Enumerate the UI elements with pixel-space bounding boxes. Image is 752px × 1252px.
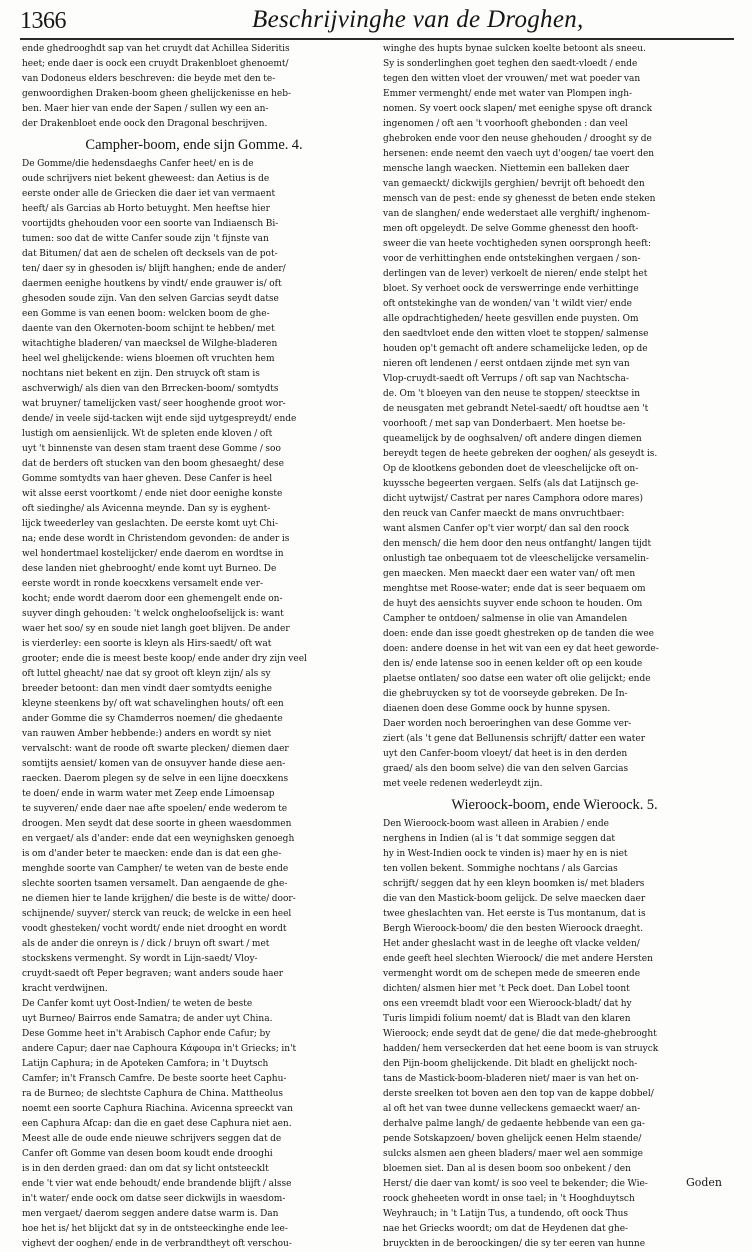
frankincense-section-text: Den Wieroock-boom wast alleen in Arabien / ende nerghens in Indien (al is 't dat sommige seggen dat hy in West-Indien oock te vinden is) maer hy en is niet ten vollen bekent. Sommighe nochtans / als Garcias schrijft/ seggen dat hy een kleyn boomken is/ met bladers die van den Mastick-boom gelijck. De selve maecken daer twee ghеslachten van. Het eerste is Tus montanum, dat is Bergh Wieroock-boom/ die den besten Wieroock draeght. Het ander ghеslacht wast in de leeghe oft vlacke velden/ ende geeft heel slechten Wieroock/ die met andere Hersten vermenght wordt om de schepen mede de smeeren ende dichten/ alsmen hier met 't Peck doet. Dan Lobel toont ons een vreemdt bladt voor een Wieroock-bladt/ dat hy Turis limpidi folium noemt/ dat is Bladt van den klaren Wieroock; ende seydt dat de gene/ die dat mede-ghebrooght hadden/ hem verseckerden dat het eene boom is van struyck den Pijn-boom ghelijckende. Dit bladt en ghelijckt noch- tans de Mastick-boom-bladeren niet/ maer is van het on- derste sreelken tot boven aen den top van de kappe dobbel/ al oft het van twee dunne velleckens gemaeckt waer/ an- derhalve palme langh/ de gedaente hebbende van een ga- pende Sotskapzoen/ boven ghelijck eenen Helm staende/ sulcks alsmen aen gheen bladers/ maer wel aen sommige bloemen siet. Dan al is desen boom soo onbekent / den Herst/ die daer van komt/ is soo veel te bekender; die Wie- roock gheheeten wordt in onse tael; in 't Hooghduytsch Weyhrauch; in 't Latijn Tus, a tundendo, oft oock Thus nae het Griecks woordt; om dat de Heydenen dat ghe- bruyckten in de beroockingen/ die sy ter eeren van hunne (383, 819, 659, 1249)
page-header (20, 4, 734, 40)
camphor-section-text: De Gomme/die hedensdaeghs Canfer heet/ en is de oude schrijvers niet bekent gheweest: dan Aetius is de eerste onder alle de Griecken die daer iet van vermaent heeft/ als Garcias ab Horto betuyght. Men heeftse hier voortijdts ghehouden voor een soorte van Indiaensch Bi- tumen: soo dat de witte Canfer soude zijn 't fijnste van dat Bitumen/ dat aen de schelen oft decksels van de pot- ten/ daer sy in ghesoden is/ blijft hanghen; ende de ander/ daermen eenighe houtkens by vindt/ ende grauwer is/ oft ghesoden soude zijn. Van den selven Garcias seydt datse een Gomme is van eenen boom: welcken boom de ghe- daente van den Okernoten-boom schijnt te hebben/ met witachtighe bladeren/ van maecksel de Wilghe-bladeren heel wel ghelijckende: wiens bloemen oft vruchten hem nochtans niet bekent en zijn. Den struyck oft stam is aschverwigh/ als dien van den Brrecken-boom/ somtydts wat bruyner/ tamelijcken vast/ seer hooghende groot wor- dende/ in veele sijd-tacken wijt ende sijd uytgespreydt/ ende lustigh om aensienlijck. Wt de spleten ende kloven / oft uyt 't binnenste van desen stam traent dese Gomme / soo dat de berders oft stucken van den boom ghesaeght/ dese Gomme somtydts van haer gheven. Dese Canfer is heel wit alsse eerst voortkomt / ende niet door eenighe konste oft siedinghe/ als Avicenna meynde. Dan sy is eyghent- lijck tweederley van geslachten. De eerste komt uyt Chi- na; ende dese wordt in Christendom gevonden: de ander is wel hondertmael kostelijcker/ ende daerom en wordtse in dese landen niet ghebrooght/ ende komt uyt Burneo. De eerste wordt in ronde koecxkens versamelt ende ver- kocht; ende wordt daerom door een ghemengelt ende on- suyver dingh gehouden: 't welck ongheloofselijck is: want waer het soo/ sy en soude niet langh goet blijven. De ander is vierderley: een soorte is kleyn als Hirs-saedt/ oft wat grooter; ende die is meest beste koop/ ende ander dry zijn veel oft luttel gheacht/ nae dat sy groot oft kleyn zijn/ als sy breeder betoont: dan men vindt daer somtydts eenighe kleyne steenkens by/ oft wat schavelinghen houts/ oft een ander Gomme die sy Chamderros noemen/ die ghedaente van rauwen Amber hebbende:) anders en wordt sy niet vervalscht: want de roode oft swarte plecken/ diemen daer somtijts aensiet/ komen van de onsuyver hande diese aen- raecken. Daerom plegen sy de selve in een lijne doecxkens te doen/ ende in warm water met Zeep ende Limoensap te suyveren/ ende daer nae afte spoelen/ ende wederom te droogen. Men seydt dat dese soorte in gheen waesdommen en vergaet/ als d'ander: ende dat een weynighsken genoegh is om d'ander beter te maecken: ende dan is dat een ghe- menghde soorte van Campher/ te weten van de beste ende slechte soorten tsamen versamelt. Dan aengaende de ghe- ne diemen hier te lande krijghen/ die beste is de witte/ door- schijnende/ suyver/ sterck van reuck; de welcke in een heel voodt ghesteken/ vocht wordt/ ende niet drooght en wordt als de ander die onreyn is / dick / bruyn oft swart / met stockskens vermenght. Sy wordt in Lijn-saedt/ Vloy- cruydt-saedt oft Peper begraven; want anders soude haer kracht verdwijnen. De Canfer komt uyt Oost-Indien/ te weten de beste uyt Burneo/ Bairros ende Samatra; de ander uyt China. Dese Gomme heet in't Arabisch Caphor ende Cafur; by anderе Capur; daer nae Caphoura Κάφουρα in't Griecks; in't Latijn Caphura; in de Apoteken Camfora; in 't Duytsch Camfer; in't Fransch Camfre. De beste soorte heet Caphu- ra de Burneo; de slechtste Caphura de China. Mattheolus noemt een soorte Caphura Riachina. Avicenna spreeckt van een Caphura Afcap: dan die en gaet dese Caphura niet aen. Meest alle de oude ende nieuwe schrijvers seggen dat de Canfer oft Gomme van desen boom koudt ende drooghi is in den derden graed: dan om dat sy licht ontsteecklt ende 't vier wat ende behoudt/ ende brandende blijft / alsse in't water/ ende oock om datse seer dickwijls in waesdom- men vergaet/ daerom seggen andere datse warm is. Dan hoe het is/ het blijckt dat sy in de ontsteeckinghe ende lee- vighevt der ooghen/ ende in de verbrandtheyt oft verschou- (22, 159, 307, 1249)
catchword: Goden (685, 1176, 722, 1189)
right-column (383, 42, 726, 1252)
section-heading-frankincense: Wieroock-boom, ende Wieroock. 5. (451, 797, 658, 813)
section-heading-camphor: Campher-boom, ende sijn Gomme. 4. (85, 137, 303, 153)
page-number: 1366 (20, 8, 66, 34)
left-column (22, 42, 366, 1252)
running-title: Beschrijvinghe van de Droghen, (252, 6, 584, 33)
left-intro-text: ende ghedrooghdt sap van het cruydt dat Achillea Sideritis heet; ende daer is oock een cruydt Drakenbloet ghenoemt/ van Dodoneus elders beschreven: die beyde met den te- genwoordighen Draken-boom gheen ghelijckenisse en heb- ben. Maer hier van ende der Sapen / sullen wy een an- der Drakenbloet ende oock den Dragonal beschrijven. (22, 44, 292, 129)
right-intro-text: winghe des hupts bynae sulcken koelte betoont als sneeu. Sy is sonderlinghen goet teghen den saedt-vloedt / ende tegen den witten vloet der vrouwen/ met wat poeder van Emmer vermenght/ ende met water van Plompen ingh- nomen. Sy voert oock slapen/ met eenighe spyse oft dranck ingenomen / oft aen 't voorhooft ghebonden : dan veel ghebroken ende voor den neuse ghehouden / drooght sy de hersenen: ende neemt den vaech uyt d'oogen/ tae voert den mensche langh waecken. Niettemin een balleken daer van gemaeckt/ dickwijls gerghien/ bevrijt oft behoedt den mensch van de pest: ende sy ghenesst de beten ende steken van de slanghen/ ende wederstaet alle verghift/ inghenom- men oft opgeleydt. De selve Gomme ghenesst den hooft- sweer die van heete vochtigheden synen oorsprongh heeft: voor de verhittinghen ende ontstekinghen vergaen / son- derlingen van de lever) verkoelt de nieren/ ende stelpt het bloet. Sy verhoet oock de verswerringe ende verhittinge oft ontstekinghe van de wonden/ van 't wildt vier/ ende alle opdrachtigheden/ heete gesvillen ende puysten. Om den saedtvloet ende den witten vloet te stoppen/ salmense houden op't gemacht oft andere schamelijcke leden, op de nieren oft lendenen / eerst ontdaen zijnde met syn van Vlop-cruydt-saedt oft Verrups / oft sap van Nachtscha- de. Om 't bloeyen van den neuse te stoppen/ steecktse in de neusgaten met gebrandt Netel-saedt/ oft houdtse aen 't voorhooft / met sap van Donderbaert. Men hoetse be- queamelijck by de ooghsalven/ oft andere dingen diemen bereydt tegen de heete gebreken der ooghen/ als geseydt is. Op de klootkens gebonden doet de vleeschelijcke oft on- kuyssche begeerten vergaen. Selfs (als dat Latijnsch ge- dicht uytwijst/ Castrat per nares Camphora odore mares) den reuck van Canfer maeckt de mans onvruchtbaer: want alsmen Canfer op't vier worpt/ dan sal den roock den mensch/ die hem door den neus ontfanght/ langen tijdt onlustigh tae onbequaem tot de vleeschelijcke versamelin- gen maecken. Men maeckt daer een water van/ oft men menghtse met Roose-water; ende dat is seer bequaem om de huyt des aensichts suyver ende schoon te houden. Om Campher te ontdoen/ salmense in olie van Amandelen doen: ende dan isse goedt ghestreken op de tanden die wee doen: andere doense in het wit van een ey dat heet geworde- den is/ ende latense soo in eenen kelder oft op een koude plaetse ontlaten/ soo datse een water oft olie gelijckt; ende die ghebruycken sy tot de voorseyde gebreken. De In- diaenen doen dese Gomme oock by hunne spysen. Daer worden noch beroeringhen van dese Gomme ver- ziert (als 't gene dat Bellunensis schrijft/ datter een water uyt den Canfer-boom vloeyt/ dat heet is in den derden graed/ als den boom selve) die van den selven Garcias met veele redenen wederleydt zijn. (383, 44, 659, 789)
